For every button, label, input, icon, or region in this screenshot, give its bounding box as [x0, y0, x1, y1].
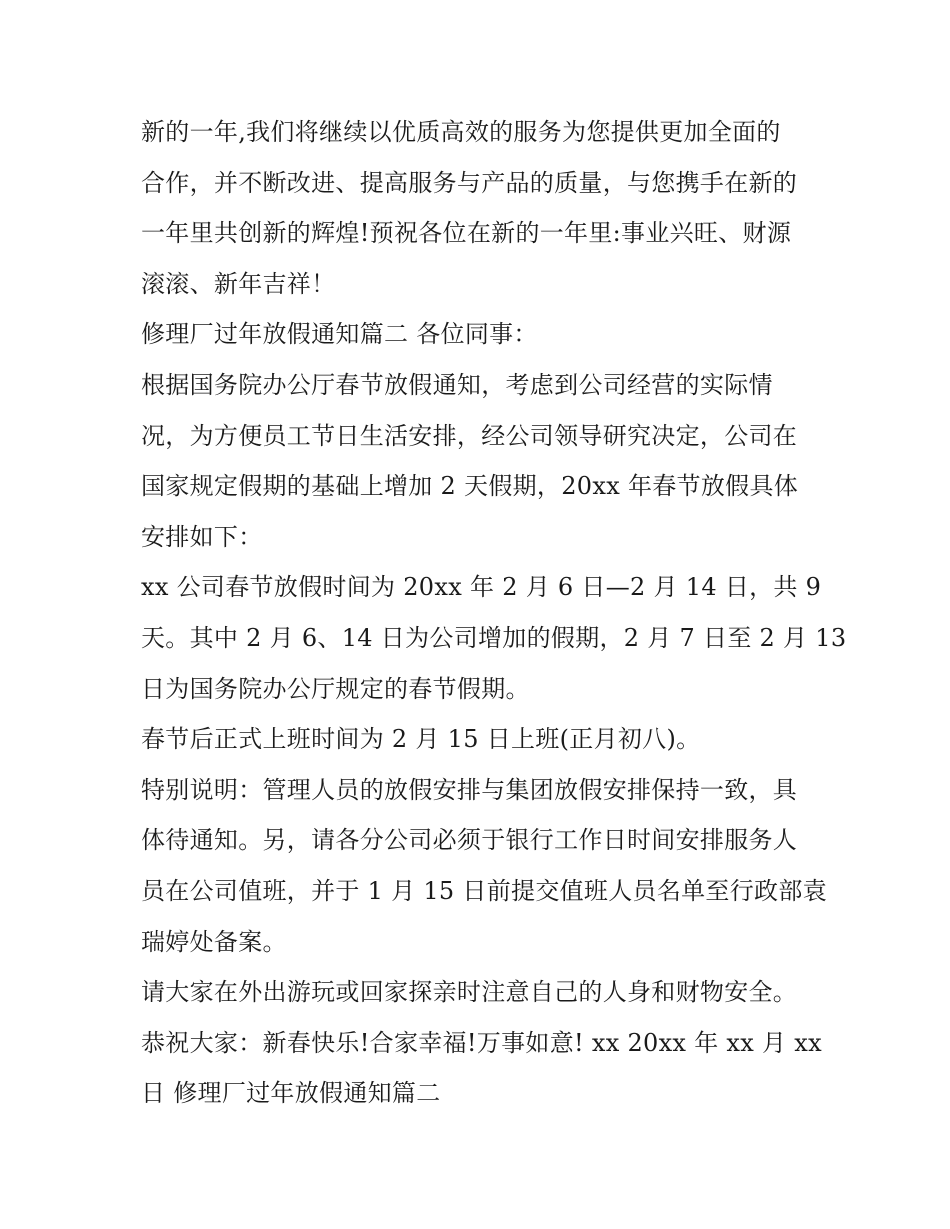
text-line-14: 特别说明：管理人员的放假安排与集团放假安排保持一致，具 [141, 775, 798, 804]
text-line-10: xx 公司春节放假时间为 20xx 年 2 月 6 日—2 月 14 日，共 9 [141, 573, 822, 602]
text-line-1: 新的一年,我们将继续以优质高效的服务为您提供更加全面的 [141, 118, 781, 146]
text-line-3: 一年里共创新的辉煌!预祝各位在新的一年里:事业兴旺、财源 [141, 219, 792, 248]
text-line-16: 员在公司值班，并于 1 月 15 日前提交值班人员名单至行政部袁 [141, 876, 827, 905]
section-heading: 修理厂过年放假通知篇二 各位同事： [141, 320, 538, 349]
text-line-19: 恭祝大家：新春快乐!合家幸福!万事如意! xx 20xx 年 xx 月 xx [141, 1028, 822, 1057]
document-body [141, 107, 847, 1119]
text-line-8: 国家规定假期的基础上增加 2 天假期，20xx 年春节放假具体 [141, 472, 799, 501]
text-line-4: 滚滚、新年吉祥！ [141, 269, 336, 298]
text-line-12: 日为国务院办公厅规定的春节假期。 [141, 674, 530, 703]
text-line-20: 日 修理厂过年放假通知篇二 [141, 1079, 441, 1108]
text-line-11: 天。其中 2 月 6、14 日为公司增加的假期，2 月 7 日至 2 月 13 [141, 623, 847, 652]
text-line-2: 合作，并不断改进、提高服务与产品的质量，与您携手在新的 [141, 168, 798, 197]
text-line-9: 安排如下： [141, 522, 263, 551]
text-line-13: 春节后正式上班时间为 2 月 15 日上班(正月初八)。 [141, 725, 701, 754]
text-line-15: 体待通知。另，请各分公司必须于银行工作日时间安排服务人 [141, 826, 798, 855]
text-line-18: 请大家在外出游玩或回家探亲时注意自己的人身和财物安全。 [141, 978, 798, 1007]
text-line-6: 根据国务院办公厅春节放假通知，考虑到公司经营的实际情 [141, 370, 773, 399]
text-line-7: 况，为方便员工节日生活安排，经公司领导研究决定，公司在 [141, 421, 798, 450]
text-line-17: 瑞婷处备案。 [141, 927, 287, 956]
